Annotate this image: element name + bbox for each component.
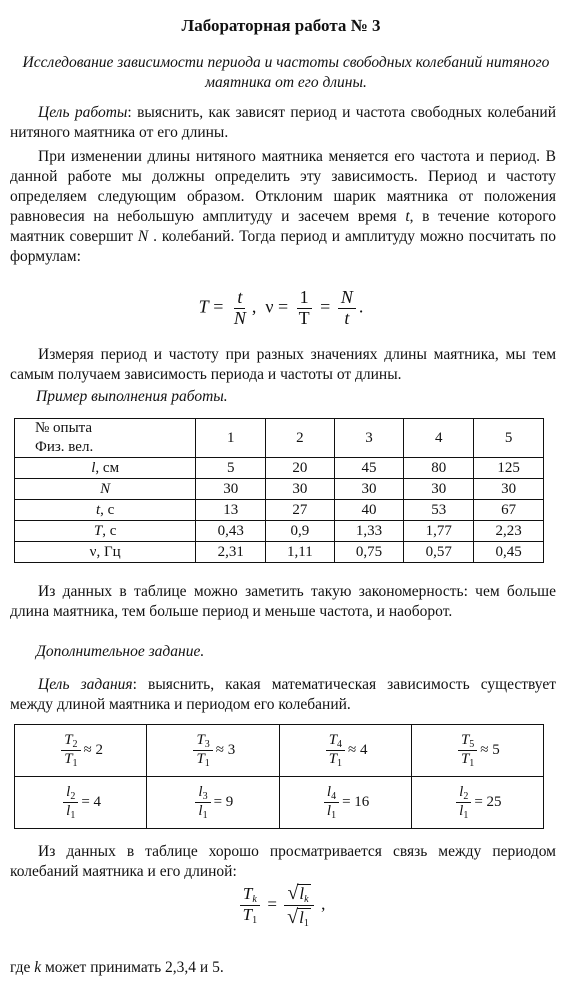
row-label-var: t: [95, 501, 101, 518]
page-subtitle: Исследование зависимости периода и частоты свободных колебаний нитяного маятника от его длины.: [22, 54, 550, 91]
formula-den-N: N: [233, 307, 246, 328]
table-col-header: 1: [196, 419, 266, 458]
table-cell: 45: [334, 458, 404, 479]
intro-paragraph: [10, 147, 556, 267]
example-label: Пример выполнения работы.: [36, 388, 228, 405]
table-cell: 0,75: [334, 542, 404, 563]
table-cell: 0,45: [474, 542, 544, 563]
formula-frac-N-t: [338, 288, 356, 329]
table-cell: 30: [334, 479, 404, 500]
table-col-header: 2: [266, 419, 335, 458]
row-label: [15, 500, 196, 521]
formula2-right-fraction: $\frac{√l_k}{√l_1}$: [284, 882, 314, 929]
ratio-relation: ≈ 2: [83, 741, 104, 758]
page-title: Лабораторная работа № 3: [181, 16, 381, 35]
intro-var-n: N: [137, 228, 149, 245]
formula-nu: ν: [265, 296, 274, 317]
table-cell: 1,33: [334, 521, 404, 542]
table-head-line-2: Физ. вел.: [35, 439, 94, 455]
table-cell: 53: [404, 500, 474, 521]
table-row: [15, 500, 544, 521]
row-label: [15, 479, 196, 500]
goal-paragraph: [10, 103, 556, 143]
formula-dot: .: [358, 296, 364, 317]
extra-task-label: Дополнительное задание.: [36, 643, 205, 660]
ratio-fraction: $\frac{l_2}{l_1}$: [456, 784, 471, 821]
table-col-header: 5: [474, 419, 544, 458]
ratio-cell: [147, 777, 279, 829]
table-cell: 125: [474, 458, 544, 479]
table-cell: 1,77: [404, 521, 474, 542]
table-col-header: 4: [404, 419, 474, 458]
conclusion2-paragraph: Из данных в таблице хорошо просматривается связь между периодом колебаний маятника и его длиной:: [10, 843, 556, 880]
formula-num-N: N: [338, 288, 356, 309]
table-cell: 40: [334, 500, 404, 521]
row-label: [15, 521, 196, 542]
intro-text-1: При изменении длины нитяного маятника меняется его частота и период. В данной работе мы должны определить эту зависимость. Период и частоту определяем следующим образом. Отклоним шарик маятника от положения равновесия на небольшую амплитуду и засечем время: [10, 148, 556, 225]
ratio-table: [14, 724, 544, 829]
task-goal-text: : выяснить, какая математическая зависимость существует между длиной маятника и периодом его колебаний.: [10, 676, 556, 713]
conclusion-paragraph: Из данных в таблице можно заметить такую закономерность: чем больше длина маятника, тем больше период и меньше частота, и наоборот.: [10, 583, 556, 620]
ratio-relation: ≈ 3: [215, 741, 236, 758]
table-corner-cell: [15, 419, 196, 458]
row-label-var: N: [100, 480, 111, 497]
table-cell: 0,9: [266, 521, 335, 542]
ratio-fraction: $\frac{T_4}{T_1}$: [326, 732, 345, 769]
table-cell: 5: [196, 458, 266, 479]
ratio-fraction: $\frac{l_2}{l_1}$: [63, 784, 78, 821]
row-label-unit: , с: [100, 501, 115, 518]
ratio-relation: = 4: [81, 793, 102, 810]
ratio-fraction: $\frac{T_2}{T_1}$: [61, 732, 80, 769]
table-cell: 1,11: [266, 542, 335, 563]
row-label-unit: , Гц: [96, 543, 121, 560]
table-row: [15, 521, 544, 542]
formula-eq-2: =: [278, 296, 289, 317]
row-label-var: T: [93, 522, 103, 539]
formula-num-1: 1: [297, 288, 312, 309]
ratio-fraction: $\frac{l_4}{l_1}$: [324, 784, 339, 821]
task-goal-label: Цель задания: [38, 676, 133, 693]
table-cell: 30: [196, 479, 266, 500]
table-cell: 0,57: [404, 542, 474, 563]
table-header-row: [15, 419, 544, 458]
formula-eq-3: =: [320, 296, 331, 317]
table-cell: 13: [196, 500, 266, 521]
row-label-unit: , см: [95, 459, 120, 476]
ratio-relation: ≈ 4: [348, 741, 368, 758]
table-cell: 27: [266, 500, 335, 521]
ratio-cell: [15, 777, 147, 829]
intro-text-3: . колебаний. Тогда период и амплитуду можно посчитать по формулам:: [10, 228, 556, 265]
formula-comma: ,: [251, 296, 257, 317]
table-cell: 0,43: [196, 521, 266, 542]
table-cell: 80: [404, 458, 474, 479]
ratio-relation: = 25: [474, 793, 502, 810]
formula-den-t: t: [344, 307, 350, 328]
ratio-row-lengths: [15, 777, 544, 829]
table-cell: 30: [404, 479, 474, 500]
formula2-left-fraction: $\frac{T_k}{T_1}$: [240, 885, 260, 926]
ratio-fraction: $\frac{T_3}{T_1}$: [193, 732, 212, 769]
ratio-cell: [147, 725, 279, 777]
ratio-relation: = 9: [213, 793, 234, 810]
formula2-comma: ,: [321, 894, 326, 914]
formula-num-t: t: [234, 288, 245, 309]
formula-den-T: T: [298, 307, 310, 328]
row-label-var: ν: [89, 543, 97, 560]
ratio-row-periods: [15, 725, 544, 777]
row-label: [15, 458, 196, 479]
row-label-unit: , с: [102, 522, 117, 539]
table-row: [15, 542, 544, 563]
table-row: [15, 479, 544, 500]
row-label-var: l: [91, 459, 96, 476]
formula-frac-t-N: [231, 288, 249, 329]
formula-period-frequency: [0, 288, 562, 329]
task-goal-paragraph: [10, 675, 556, 715]
ratio-cell: [279, 725, 411, 777]
final-paragraph: [10, 958, 556, 978]
ratio-cell: [411, 777, 543, 829]
ratio-cell: [15, 725, 147, 777]
row-label: [15, 542, 196, 563]
final-text-1: где: [10, 959, 35, 976]
goal-label: Цель работы: [38, 104, 128, 121]
ratio-fraction: $\frac{T_5}{T_1}$: [458, 732, 477, 769]
table-cell: 2,23: [474, 521, 544, 542]
table-cell: 2,31: [196, 542, 266, 563]
formula-period-length-relation: [0, 882, 562, 929]
table-cell: 30: [474, 479, 544, 500]
table-cell: 67: [474, 500, 544, 521]
ratio-relation: = 16: [342, 793, 370, 810]
results-table: [14, 418, 544, 563]
formula2-eq: =: [267, 894, 277, 914]
ratio-cell: [279, 777, 411, 829]
goal-text: : выяснить, как зависят период и частота свободных колебаний нитяного маятника от его длины.: [10, 104, 556, 141]
ratio-cell: [411, 725, 543, 777]
formula-frac-1-T: [296, 288, 313, 329]
table-col-header: 3: [334, 419, 404, 458]
table-cell: 20: [266, 458, 335, 479]
intro-var-t: t: [405, 208, 410, 225]
ratio-relation: ≈ 5: [480, 741, 500, 758]
final-var-k: k: [34, 959, 42, 976]
table-row: [15, 458, 544, 479]
formula-T: T: [198, 296, 209, 317]
ratio-fraction: $\frac{l_3}{l_1}$: [195, 784, 210, 821]
measure-paragraph: Измеряя период и частоту при разных значениях длины маятника, мы тем самым получаем зависимость периода и частоты от длины.: [10, 346, 556, 383]
formula-eq-1: =: [213, 296, 224, 317]
table-head-line-1: № опыта: [35, 420, 93, 436]
final-text-2: может принимать 2,3,4 и 5.: [41, 959, 224, 976]
intro-text-2: , в течение которого маятник совершит: [10, 208, 556, 245]
table-cell: 30: [266, 479, 335, 500]
